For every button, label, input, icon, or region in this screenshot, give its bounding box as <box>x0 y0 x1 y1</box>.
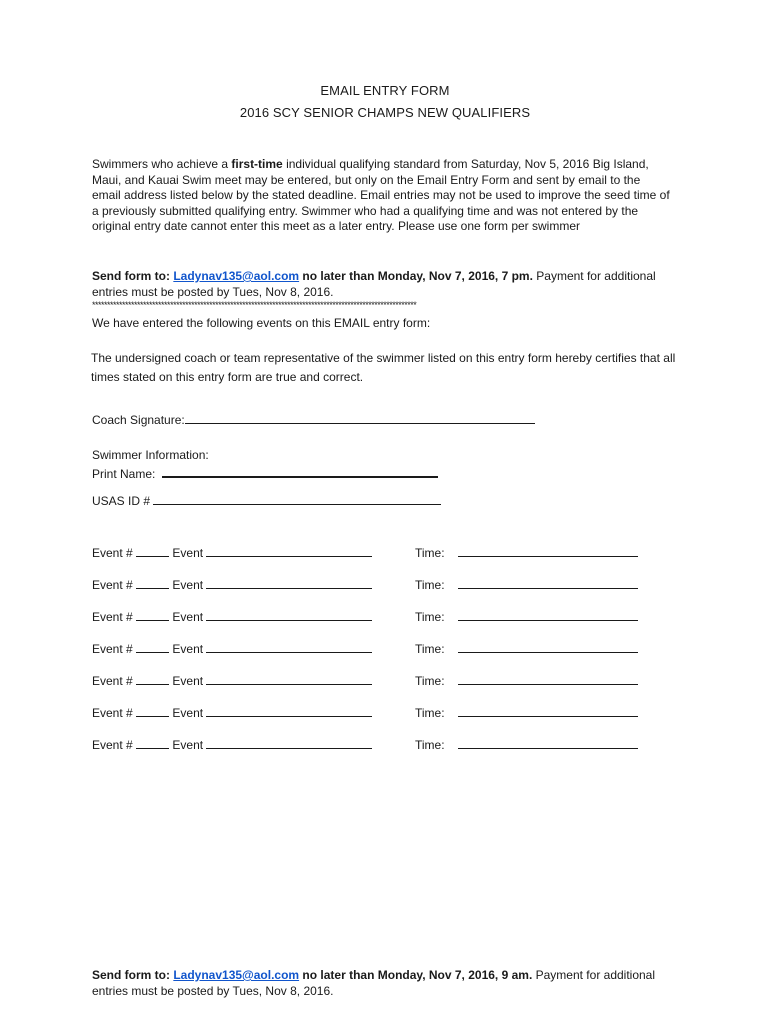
time-label: Time: <box>415 578 445 592</box>
event-name-field[interactable] <box>206 673 372 685</box>
event-row <box>92 705 652 721</box>
event-number-label: Event # <box>92 610 133 624</box>
event-row <box>92 737 652 753</box>
event-name-label: Event <box>172 578 204 592</box>
send-instructions-top <box>92 269 672 300</box>
deadline-text: no later than Monday, Nov 7, 2016, 9 am. <box>299 968 533 982</box>
event-number-field[interactable] <box>136 673 169 685</box>
email-link-top[interactable]: Ladynav135@aol.com <box>173 269 300 283</box>
coach-signature-row <box>92 412 535 427</box>
event-number-field[interactable] <box>136 641 169 653</box>
print-name-label: Print Name: <box>92 467 156 481</box>
event-name-label: Event <box>172 610 204 624</box>
event-number-label: Event # <box>92 546 133 560</box>
time-field[interactable] <box>458 545 638 557</box>
event-row <box>92 609 652 625</box>
separator-line: ************************************************************************************************************ <box>92 300 417 310</box>
event-name-label: Event <box>172 706 204 720</box>
usas-id-row <box>92 493 441 508</box>
event-name-field[interactable] <box>206 705 372 717</box>
event-name-label: Event <box>172 738 204 752</box>
time-label: Time: <box>415 610 445 624</box>
coach-signature-label: Coach Signature: <box>92 413 185 427</box>
email-link-bottom[interactable]: Ladynav135@aol.com <box>173 968 300 982</box>
event-row <box>92 641 652 657</box>
event-number-label: Event # <box>92 706 133 720</box>
event-name-field[interactable] <box>206 737 372 749</box>
intro-paragraph <box>92 157 672 235</box>
event-name-field[interactable] <box>206 609 372 621</box>
event-row <box>92 577 652 593</box>
time-label: Time: <box>415 706 445 720</box>
event-name-field[interactable] <box>206 577 372 589</box>
payment-text: Payment for additional entries must be posted by Tues, Nov 8, 2016. <box>92 269 656 299</box>
event-number-field[interactable] <box>136 545 169 557</box>
time-field[interactable] <box>458 673 638 685</box>
events-intro: We have entered the following events on this EMAIL entry form: <box>92 316 431 330</box>
event-number-field[interactable] <box>136 609 169 621</box>
time-field[interactable] <box>458 705 638 717</box>
print-name-field[interactable] <box>162 465 438 478</box>
time-label: Time: <box>415 738 445 752</box>
time-field[interactable] <box>458 737 638 749</box>
print-name-row <box>92 465 438 481</box>
usas-id-label: USAS ID # <box>92 494 151 508</box>
time-label: Time: <box>415 642 445 656</box>
coach-signature-field[interactable] <box>185 412 535 424</box>
form-title: EMAIL ENTRY FORM <box>320 83 450 98</box>
event-number-label: Event # <box>92 738 133 752</box>
event-number-field[interactable] <box>136 705 169 717</box>
intro-bold-first-time: first-time <box>231 157 283 171</box>
event-number-label: Event # <box>92 578 133 592</box>
event-name-label: Event <box>172 546 204 560</box>
time-field[interactable] <box>458 577 638 589</box>
form-subtitle: 2016 SCY SENIOR CHAMPS NEW QUALIFIERS <box>239 105 531 120</box>
swimmer-info-heading: Swimmer Information: <box>92 448 209 462</box>
intro-text-rest: individual qualifying standard from Saturday, Nov 5, 2016 Big Island, Maui, and Kauai Swim meet may be entered, but only on the Email Entry Form and sent by email to the email address listed below by the stated deadline. Email entries may not be used to improve the seed time of a previously submitted qualifying entry. Swimmer who had a qualifying time and was not entered by the original entry date cannot enter this meet as a later entry. Please use one form per swimmer <box>92 157 670 233</box>
event-name-field[interactable] <box>206 545 372 557</box>
event-name-field[interactable] <box>206 641 372 653</box>
time-field[interactable] <box>458 641 638 653</box>
event-number-field[interactable] <box>136 577 169 589</box>
certification-statement: The undersigned coach or team representative of the swimmer listed on this entry form hereby certifies that all times stated on this entry form are true and correct. <box>91 351 676 384</box>
send-label: Send form to: <box>92 269 174 283</box>
event-name-label: Event <box>172 674 204 688</box>
send-instructions-bottom <box>92 968 672 999</box>
intro-text-start: Swimmers who achieve a <box>92 157 232 171</box>
event-row <box>92 545 652 561</box>
payment-text: Payment for additional entries must be posted by Tues, Nov 8, 2016. <box>92 968 656 998</box>
usas-id-field[interactable] <box>153 493 441 505</box>
event-number-label: Event # <box>92 674 133 688</box>
event-number-label: Event # <box>92 642 133 656</box>
time-label: Time: <box>415 546 445 560</box>
deadline-text: no later than Monday, Nov 7, 2016, 7 pm. <box>299 269 533 283</box>
time-label: Time: <box>415 674 445 688</box>
event-name-label: Event <box>172 642 204 656</box>
event-number-field[interactable] <box>136 737 169 749</box>
event-row <box>92 673 652 689</box>
send-label: Send form to: <box>92 968 174 982</box>
time-field[interactable] <box>458 609 638 621</box>
